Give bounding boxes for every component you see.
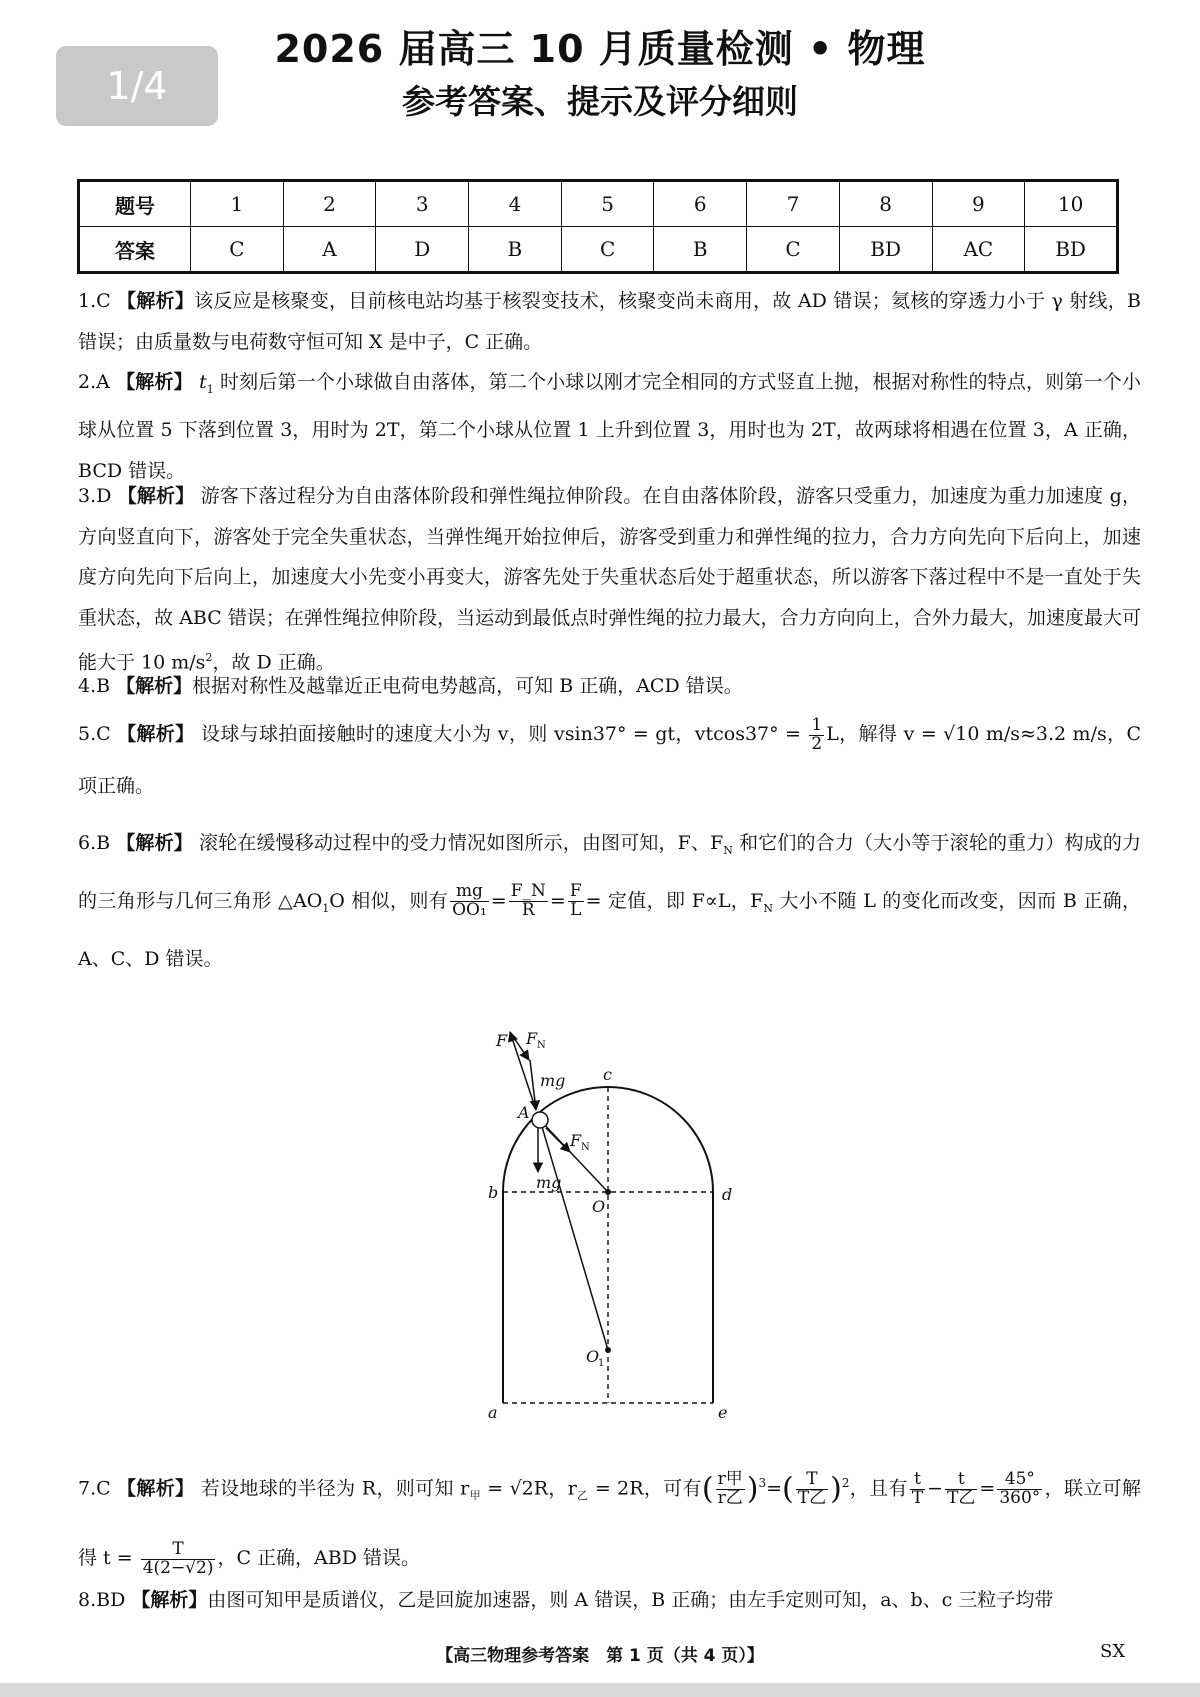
time-fraction-1: $\frac{t}{T}$: [911, 1468, 924, 1508]
bottom-strip: [0, 1683, 1200, 1697]
answer-cell: A: [283, 227, 376, 273]
question-number: 8.BD: [78, 1589, 126, 1611]
explanation-text-end: ，故 D 正确。: [212, 651, 335, 674]
explanation-text-b: = 2R，可有: [588, 1477, 702, 1500]
answer-cell: BD: [839, 227, 932, 273]
answer-cell: C: [191, 227, 284, 273]
explanation-text-mid: 和它们的合力（大小等于滚轮的重力）构成的力的三角形与几何三角形 △AO: [78, 832, 1141, 912]
question-number-cell: 7: [747, 181, 840, 227]
question-number-cell: 1: [191, 181, 284, 227]
explanation-text: 游客下落过程分为自由落体阶段和弹性绳拉伸阶段。在自由落体阶段，游客只受重力，加速度为重力加速度 g，方向竖直向下，游客处于完全失重状态，当弹性绳开始拉伸后，游客受到重力和弹性绳的拉力，合力方向先向下后向上，加速度方向先向下后向上，加速度大小先变小再变大，游客先处于失重状态后处于超重状态，所以游客下落过程中不是一直处于失重状态，故 ABC 错误；在弹性绳拉伸阶段，当运动到最低点时弹性绳的拉力最大，合力方向向上，合外力最大，加速度最大可能大于 10 m/s: [78, 485, 1141, 674]
fraction-fn: $\frac{F\_N}{R}$: [510, 881, 546, 921]
label-a-corner: a: [488, 1403, 498, 1422]
label-d: d: [722, 1185, 733, 1204]
answer-cell: C: [561, 227, 654, 273]
angle-fraction: $\frac{45^\circ}{360^\circ}$: [999, 1468, 1041, 1508]
explanation-q2: [78, 362, 1141, 482]
question-number-cell: 4: [469, 181, 562, 227]
label-f: F: [496, 1031, 508, 1050]
explanation-text-c: ，且有: [849, 1477, 908, 1500]
explanation-q3: [78, 476, 1141, 674]
explanation-text-mid2: O 相似，则有: [329, 889, 449, 912]
footer-code: SX: [1100, 1641, 1126, 1662]
explanation-text-end: ，C 正确，ABD 错误。: [217, 1547, 421, 1570]
label-o1-sub: 1: [598, 1358, 605, 1369]
answer-table-answer-row: [79, 227, 1118, 273]
answer-cell: BD: [1025, 227, 1118, 273]
page-title: 2026 届高三 10 月质量检测 • 物理: [274, 27, 926, 71]
explanation-text-end: 大小不随 L 的变化而改变，因而 B 正确，A、C、D 错误。: [78, 889, 1142, 970]
question-number: 7.C: [78, 1477, 111, 1500]
explanation-text-after: = 定值，即 F∝L，F: [585, 889, 764, 912]
explanation-text-end: m/s≈3.2 m/s，C 项正确。: [78, 723, 1141, 797]
analysis-tag: 【解析】: [116, 371, 193, 393]
label-fn-lower-sub: N: [581, 1142, 590, 1153]
label-fn-top-sub: N: [537, 1040, 546, 1051]
analysis-tag: 【解析】: [117, 485, 195, 507]
label-mg-lower: mg: [536, 1173, 562, 1192]
explanation-text: 滚轮在缓慢移动过程中的受力情况如图所示，由图可知，F、F: [192, 832, 724, 854]
analysis-tag: 【解析】: [116, 675, 193, 697]
explanation-text: 由图可知甲是质谱仪，乙是回旋加速器，则 A 错误，B 正确；由左手定则可知，a、b、c 三粒子均带: [207, 1589, 1054, 1611]
sqrt-value: √10: [943, 723, 980, 745]
explanations-continued: [78, 1452, 1141, 1621]
answer-table-number-row: [79, 181, 1118, 227]
subscript-jia: 甲: [469, 1489, 481, 1503]
question-number: 3.D: [78, 485, 112, 507]
time-subscript: 1: [206, 382, 214, 396]
question-number: 6.B: [78, 832, 111, 854]
subscript-n: N: [763, 901, 773, 915]
force-diagram: [460, 1000, 780, 1440]
page-badge: 1/4: [56, 46, 218, 126]
explanation-q7: 7.C 【解析】 若设地球的半径为 R，则可知 $r_甲 = √2R$，$r_乙 = 2R$，可有( $\frac{\text{r甲}}{\text{r乙}}$ )$^3$=( $\frac{T}{\text{T乙}}$ )$^2$，且有 $\frac{t}{T}$ − $\frac{t}{\text{T乙}}$ = $\frac{45^\circ}{360^\circ}$ ，联立可解得 t = $\frac{T}{4(2-√2)}$ ，C 正确，ABD 错误。: [78, 1468, 1141, 1578]
superscript: 2: [205, 651, 213, 664]
question-number-cell: 8: [839, 181, 932, 227]
arrow-fn-lower: [546, 1128, 570, 1152]
label-mg-top: mg: [540, 1071, 566, 1090]
half-fraction: $\frac{1}{2}$: [811, 714, 823, 754]
fraction-mg: $\frac{mg}{\text{OO₁}}$: [452, 881, 487, 921]
center-o-dot: [605, 1189, 611, 1195]
page-footer: 【高三物理参考答案 第 1 页（共 4 页）】: [436, 1646, 764, 1666]
explanation-text-mid: L，解得 v =: [826, 723, 944, 745]
explanation-text: 根据对称性及越靠近正电荷电势越高，可知 B 正确，ACD 错误。: [192, 675, 743, 697]
page-subtitle: 参考答案、提示及评分细则: [402, 82, 798, 121]
question-number: 1.C: [78, 290, 111, 312]
explanation-q8: [78, 1580, 1141, 1621]
question-number: 2.A: [78, 371, 110, 393]
answer-cell: B: [654, 227, 747, 273]
question-number-cell: 10: [1025, 181, 1118, 227]
answer-cell: B: [469, 227, 562, 273]
subscript-n: N: [723, 843, 733, 857]
subscript-yi: 乙: [576, 1489, 589, 1503]
question-number-cell: 2: [283, 181, 376, 227]
row-header-number: 题号: [79, 181, 191, 227]
explanation-text-d: ，联立可解得 t =: [78, 1477, 1141, 1570]
radius-ratio: $\frac{\text{r甲}}{\text{r乙}}$: [717, 1468, 743, 1508]
question-number-cell: 3: [376, 181, 469, 227]
period-ratio: $\frac{T}{\text{T乙}}$: [797, 1468, 827, 1508]
explanation-q6: 6.B 【解析】 滚轮在缓慢移动过程中的受力情况如图所示，由图可知，F、$F_N$ 和它们的合力（大小等于滚轮的重力）构成的力的三角形与几何三角形 $\triangle AO_1O$ 相似，则有 $\frac{mg}{\text{OO₁}}$ = $\frac{F\_N}{R}$ = $\frac{F}{L}$ = 定值，即 F∝L，$F_N$ 大小不随 L 的变化而改变，因而 B 正确，A、C、D 错误。: [78, 832, 1142, 970]
question-number: 4.B: [78, 675, 111, 697]
question-number-cell: 9: [932, 181, 1025, 227]
answer-cell: D: [376, 227, 469, 273]
label-e: e: [718, 1403, 728, 1422]
label-a: A: [518, 1103, 530, 1122]
exponent-2: 2: [841, 1476, 850, 1490]
line-a-o1: [540, 1120, 608, 1350]
center-o1-dot: [605, 1347, 611, 1353]
label-b: b: [488, 1183, 499, 1202]
explanation-text: 该反应是核聚变，目前核电站均基于核裂变技术，核聚变尚未商用，故 AD 错误；氦核的穿透力小于 γ 射线，B 错误；由质量数与电荷数守恒可知 X 是中子，C 正确。: [78, 290, 1141, 353]
exponent-3: 3: [758, 1476, 767, 1490]
analysis-tag: 【解析】: [117, 290, 195, 312]
analysis-tag: 【解析】: [131, 1589, 208, 1611]
explanations: [78, 281, 1141, 984]
subscript-1: 1: [322, 901, 330, 915]
explanation-text: 时刻后第一个小球做自由落体，第二个小球以刚才完全相同的方式竖直上抛，根据对称性的特点，则第一个小球从位置 5 下落到位置 3，用时为 2T，第二个小球从位置 1 上升到位置 3，用时也为 2T，故两球将相遇在位置 3，A 正确，BCD 错误。: [78, 371, 1141, 482]
time-fraction-2: $\frac{t}{\text{T乙}}$: [947, 1468, 976, 1508]
question-number-cell: 5: [561, 181, 654, 227]
explanation-q5: [78, 708, 1141, 818]
answer-table: [77, 179, 1119, 274]
label-o1: O: [586, 1347, 600, 1366]
label-fn-top: F: [526, 1029, 538, 1048]
explanation-text: 若设地球的半径为 R，则可知 r: [194, 1477, 470, 1500]
explanation-text-a: = √2R，r: [480, 1477, 577, 1500]
explanation-text: 设球与球拍面接触时的速度大小为 v，则 vsin37° = gt，vtcos37° =: [194, 723, 808, 745]
answer-cell: AC: [932, 227, 1025, 273]
analysis-tag: 【解析】: [117, 723, 195, 745]
label-c: c: [603, 1065, 612, 1084]
question-number-cell: 6: [654, 181, 747, 227]
result-fraction: $\frac{T}{4(2-√2)}$: [142, 1538, 214, 1578]
explanation-q4: [78, 666, 1141, 708]
answer-cell: C: [747, 227, 840, 273]
roller-circle: [532, 1112, 548, 1128]
fraction-f: $\frac{F}{L}$: [569, 881, 582, 921]
force-diagram-svg: [460, 1000, 780, 1440]
label-fn-lower: F: [570, 1131, 582, 1150]
question-number: 5.C: [78, 723, 111, 745]
analysis-tag: 【解析】: [116, 832, 193, 854]
label-o: O: [592, 1197, 606, 1216]
row-header-answer: 答案: [79, 227, 191, 273]
analysis-tag: 【解析】: [117, 1477, 195, 1500]
time-variable: t: [199, 371, 207, 393]
explanation-q1: [78, 281, 1141, 362]
